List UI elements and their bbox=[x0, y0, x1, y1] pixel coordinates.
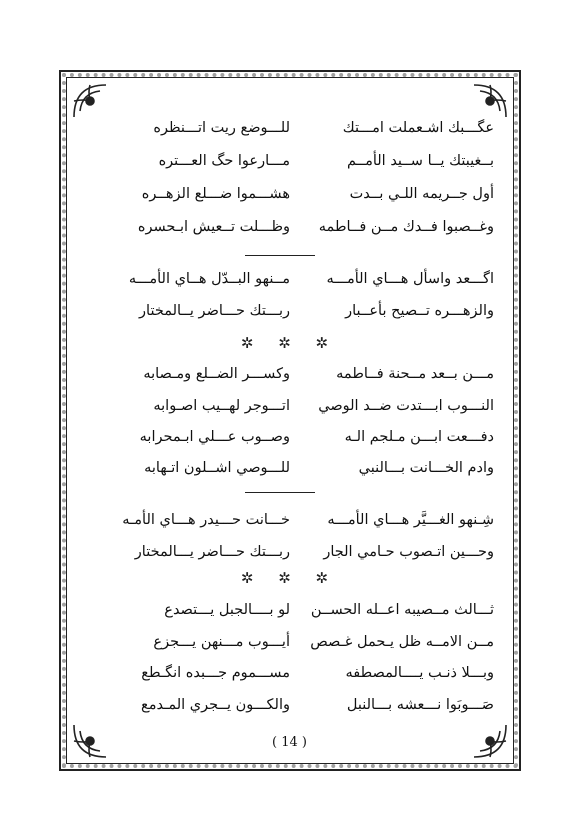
verse-left-hemistich: اتـــوجر لهــيب اصـوابه bbox=[153, 398, 290, 414]
corner-ornament-icon bbox=[470, 81, 510, 121]
verse-right-hemistich: وادم الخـــانت بـــالنبي bbox=[358, 460, 494, 476]
verse-line bbox=[86, 665, 494, 699]
verse-right-hemistich: النـــوب ابـــتدت ضــد الوصي bbox=[318, 398, 494, 414]
verse-right-hemistich: دفـــعت ابـــن مـلجم الـه bbox=[344, 429, 494, 445]
verse-line bbox=[86, 602, 494, 636]
verse-left-hemistich: للـــوصي اشــلون اتـهابه bbox=[144, 460, 290, 476]
verse-right-hemistich: اگـــعد واسأل هـــاي الأمـــه bbox=[326, 271, 494, 287]
verse-left-hemistich: لو بــــالجبل يـــتصدع bbox=[164, 602, 290, 618]
verse-line bbox=[86, 460, 494, 494]
verse-left-hemistich: للـــوضع ريت اتـــنظره bbox=[153, 120, 290, 136]
verse-left-hemistich: وظـــلت تــعيش ابـحسره bbox=[137, 219, 290, 235]
verse-left-hemistich: مـــارعوا حگ العـــتره bbox=[158, 153, 290, 169]
verse-right-hemistich: أول جــريمه اللـي بــدت bbox=[349, 186, 494, 202]
verse-left-hemistich: ربـــتك حـــاضر يــالمختار bbox=[139, 303, 290, 319]
verse-left-hemistich: ربـــتك حـــاضر يـــالمختار bbox=[134, 544, 290, 560]
verse-right-hemistich: شِـنهو الغـــيَّر هـــاي الأمـــه bbox=[327, 512, 494, 528]
verse-right-hemistich: بــغيبتك يــا ســيد الأمــم bbox=[346, 153, 494, 169]
verse-right-hemistich: ثـــالث مــصيبه اعــله الحســن bbox=[310, 602, 494, 618]
verse-right-hemistich: وحـــين اتـصوب حـامي الجار bbox=[323, 544, 494, 560]
verse-left-hemistich: خـــانت حـــيدر هـــاي الأمـه bbox=[122, 512, 290, 528]
verse-right-hemistich: مــن الامــه ظل يـحمل غـصص bbox=[310, 634, 494, 650]
verse-right-hemistich: وبـــلا ذنـب يــــالمصطفه bbox=[345, 665, 494, 681]
verse-line bbox=[86, 366, 494, 400]
verse-line bbox=[86, 219, 494, 253]
verse-right-hemistich: صَـــوبَوا نـــعشه بـــالنبل bbox=[346, 697, 494, 713]
stanza-separator-line bbox=[245, 255, 315, 256]
verse-left-hemistich: أيـــوب مـــنهن يـــجزع bbox=[153, 634, 290, 650]
verse-line bbox=[86, 186, 494, 220]
stanza-separator-line bbox=[245, 492, 315, 493]
verse-left-hemistich: مســـموم جـــبده انگـطع bbox=[141, 665, 290, 681]
verse-right-hemistich: عگـــبك اشـعملت امـــتك bbox=[342, 120, 494, 136]
verse-left-hemistich: وكســـر الضــلع ومـصابه bbox=[143, 366, 290, 382]
verse-line bbox=[86, 153, 494, 187]
star-ornament: ✲ ✲ ✲ bbox=[240, 334, 339, 352]
verse-right-hemistich: والزهـــره تــصيح بأعــبار bbox=[345, 303, 494, 319]
corner-ornament-icon bbox=[70, 81, 110, 121]
verse-line bbox=[86, 303, 494, 337]
verse-left-hemistich: والكـــون يــجري المـدمع bbox=[141, 697, 290, 713]
verse-line bbox=[86, 271, 494, 305]
star-ornament: ✲ ✲ ✲ bbox=[240, 569, 339, 587]
verse-line bbox=[86, 512, 494, 546]
verse-left-hemistich: وصــوب عـــلي ابـمحرابه bbox=[139, 429, 290, 445]
verse-line bbox=[86, 398, 494, 432]
verse-line bbox=[86, 697, 494, 731]
verse-right-hemistich: وغــصبوا فــدك مــن فــاطمه bbox=[318, 219, 494, 235]
verse-left-hemistich: مــنهو البــدّل هــاي الأمـــه bbox=[128, 271, 290, 287]
verse-line bbox=[86, 429, 494, 463]
page-number: ( 14 ) bbox=[272, 735, 307, 750]
verse-right-hemistich: مـــن بــعد مــحنة فــاطمه bbox=[336, 366, 494, 382]
verse-left-hemistich: هشـــموا ضـــلع الزهــره bbox=[141, 186, 290, 202]
verse-line bbox=[86, 120, 494, 154]
verse-line bbox=[86, 634, 494, 668]
